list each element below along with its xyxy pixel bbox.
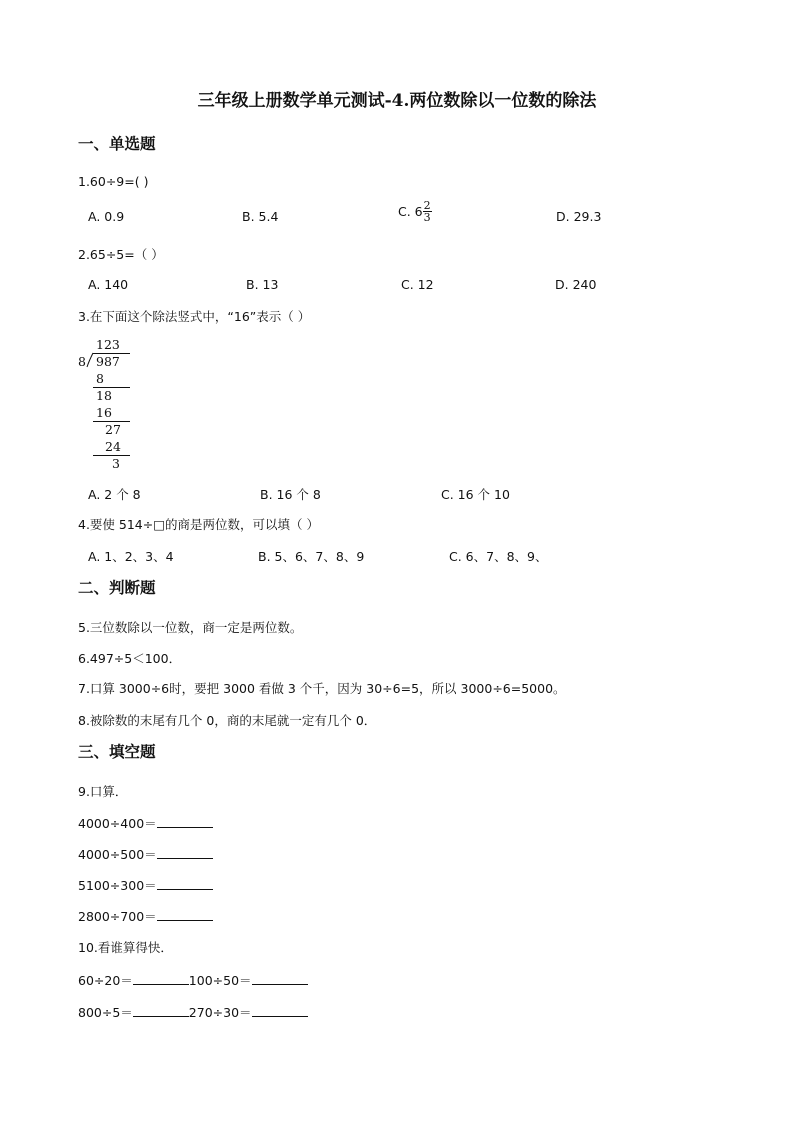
- question-4-option-c[interactable]: C. 6、7、8、9、: [449, 549, 548, 564]
- question-10-expr-2: 100÷50＝: [188, 973, 252, 988]
- answer-blank[interactable]: [252, 983, 308, 985]
- division-dividend: 987: [96, 354, 120, 369]
- section-heading-true-false: 二、判断题: [78, 579, 156, 597]
- question-9-item-3-expr: 5100÷300＝: [78, 878, 157, 893]
- question-1-option-c[interactable]: [398, 200, 432, 223]
- answer-blank[interactable]: [133, 983, 189, 985]
- question-8: 8.被除数的末尾有几个 0，商的末尾就一定有几个 0．: [78, 713, 377, 728]
- question-2-option-a[interactable]: A. 140: [88, 277, 129, 292]
- question-9-item-1: [78, 814, 213, 832]
- division-remainder: 3: [112, 456, 120, 471]
- answer-blank[interactable]: [252, 1015, 308, 1017]
- question-3-option-c[interactable]: C. 16 个 10: [441, 487, 510, 502]
- question-1-option-b[interactable]: B. 5.4: [242, 209, 279, 224]
- question-3-option-a[interactable]: A. 2 个 8: [88, 487, 141, 502]
- question-4-option-b[interactable]: B. 5、6、7、8、9: [258, 549, 365, 564]
- question-9-stem: 9.口算．: [78, 784, 128, 799]
- division-divisor: 8: [78, 354, 86, 369]
- question-9-item-3: [78, 876, 213, 894]
- answer-blank[interactable]: [157, 857, 213, 859]
- fraction-denominator: 3: [423, 211, 431, 224]
- question-9-item-4-expr: 2800÷700＝: [78, 909, 157, 924]
- question-10-row-1: [78, 971, 308, 989]
- division-row-4: 27: [105, 422, 121, 437]
- fraction: [423, 200, 432, 223]
- question-10-expr-4: 270÷30＝: [188, 1005, 252, 1020]
- question-9-item-1-expr: 4000÷400＝: [78, 816, 157, 831]
- question-10-row-2: [78, 1003, 308, 1021]
- question-9-item-4: [78, 907, 213, 925]
- question-1-option-d[interactable]: D. 29.3: [556, 209, 602, 224]
- question-2-option-d[interactable]: D. 240: [555, 277, 597, 292]
- question-9-item-2: [78, 845, 213, 863]
- section-heading-single-choice: 一、单选题: [78, 135, 156, 153]
- question-10-stem: 10.看谁算得快．: [78, 940, 173, 955]
- question-1-option-a[interactable]: A. 0.9: [88, 209, 125, 224]
- question-6: 6.497÷5＜100．: [78, 651, 182, 666]
- page-title: 三年级上册数学单元测试-4.两位数除以一位数的除法: [197, 91, 597, 111]
- question-4-option-a[interactable]: A. 1、2、3、4: [88, 549, 174, 564]
- question-5: 5.三位数除以一位数，商一定是两位数。: [78, 620, 303, 635]
- question-1-stem: 1.60÷9=( ): [78, 174, 149, 189]
- question-7: 7.口算 3000÷6时，要把 3000 看做 3 个千，因为 30÷6=5，所以 3000÷6=5000。: [78, 681, 566, 696]
- question-10-expr-1: 60÷20＝: [78, 973, 133, 988]
- question-10-expr-3: 800÷5＝: [78, 1005, 133, 1020]
- answer-blank[interactable]: [157, 826, 213, 828]
- question-1-option-c-label: C. 6: [398, 204, 423, 219]
- question-3-stem: 3.在下面这个除法竖式中，“16”表示（ ）: [78, 309, 311, 324]
- question-2-stem: 2.65÷5=（ ）: [78, 247, 164, 262]
- question-4-stem: 4.要使 514÷□的商是两位数，可以填（ ）: [78, 517, 320, 532]
- fraction-numerator: 2: [423, 199, 431, 212]
- division-quotient: 123: [96, 337, 120, 352]
- division-bracket-curve: [86, 352, 94, 368]
- answer-blank[interactable]: [133, 1015, 189, 1017]
- question-3-option-b[interactable]: B. 16 个 8: [260, 487, 321, 502]
- section-heading-fill-blank: 三、填空题: [78, 743, 156, 761]
- question-9-item-2-expr: 4000÷500＝: [78, 847, 157, 862]
- answer-blank[interactable]: [157, 919, 213, 921]
- division-row-5: 24: [105, 439, 121, 454]
- question-2-option-b[interactable]: B. 13: [246, 277, 279, 292]
- division-row-3: 16: [96, 405, 112, 420]
- division-row-1: 8: [96, 371, 104, 386]
- answer-blank[interactable]: [157, 888, 213, 890]
- division-row-2: 18: [96, 388, 112, 403]
- question-2-option-c[interactable]: C. 12: [401, 277, 434, 292]
